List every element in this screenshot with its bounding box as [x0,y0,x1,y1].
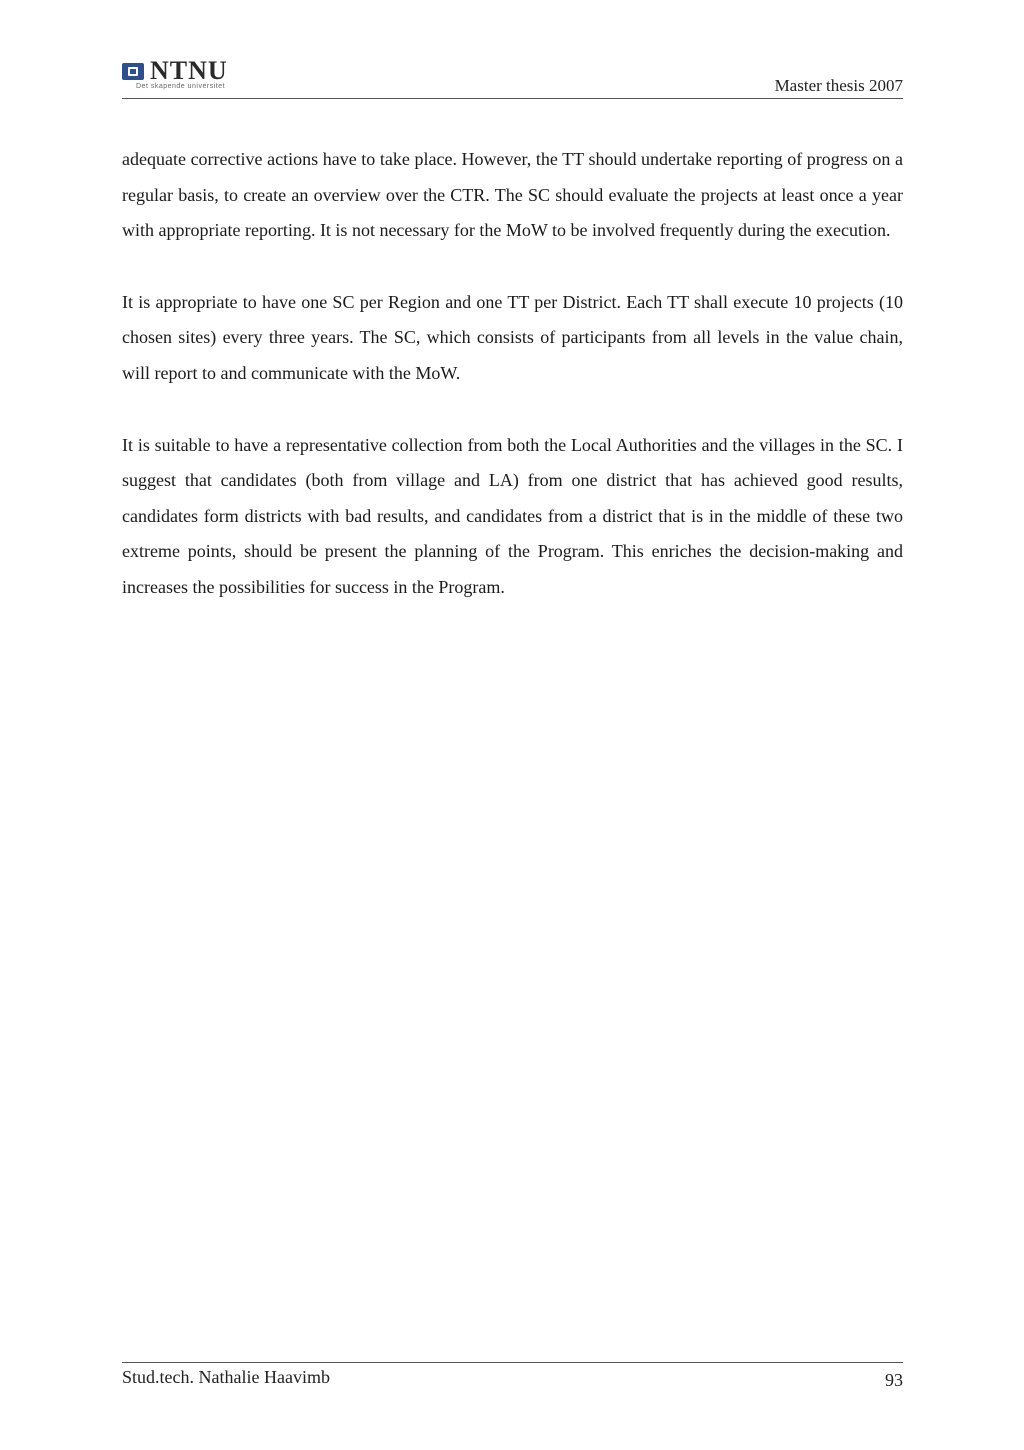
logo-tagline: Det skapende universitet [136,83,226,90]
ntnu-logo-icon [122,63,144,80]
page-body [122,142,903,642]
footer-author: Stud.tech. Nathalie Haavimb [122,1367,330,1387]
logo-name: NTNU [150,56,228,85]
footer-divider [122,1362,903,1363]
page-number: 93 [885,1370,903,1390]
body-paragraph: It is appropriate to have one SC per Region and one TT per District. Each TT shall execute 10 projects (10 chosen sites) every three years. The SC, which consists of participants from all levels in the value chain, will report to and communicate with the MoW. [122,291,903,383]
body-paragraph: It is suitable to have a representative collection from both the Local Authorities and the villages in the SC. I suggest that candidates (both from village and LA) from one district that has achieved good results, candidates form districts with bad results, and candidates from a district that is in the middle of these two extreme points, should be present the planning of the Program. This enriches the decision-making and increases the possibilities for success in the Program. [122,434,903,597]
document-title: Master thesis 2007 [774,76,903,95]
page-header [122,58,903,98]
body-paragraph: adequate corrective actions have to take place. However, the TT should undertake reporting of progress on a regular basis, to create an overview over the CTR. The SC should evaluate the projects at least once a year with appropriate reporting. It is not necessary for the MoW to be involved frequently during the execution. [122,149,903,241]
header-divider [122,98,903,99]
ntnu-logo [122,58,262,94]
